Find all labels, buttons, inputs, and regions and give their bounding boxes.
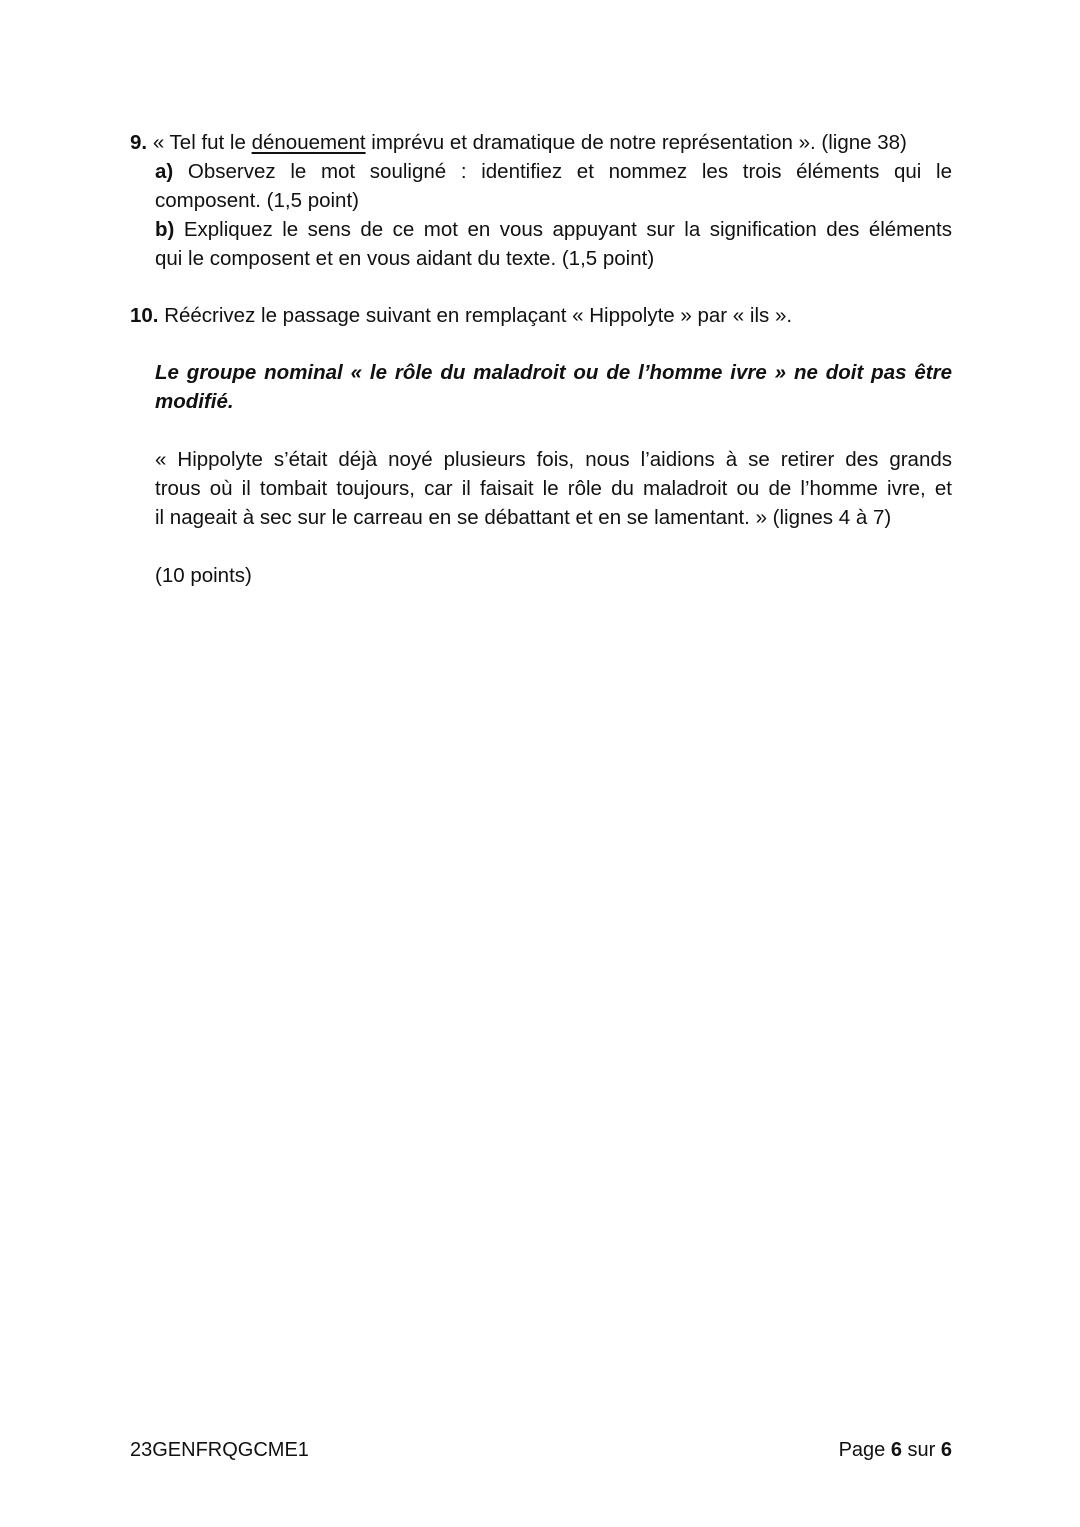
instruction-text: Le groupe nominal « le rôle du maladroit ou de l’homme ivre » ne doit pas être (155, 361, 952, 384)
points-value (155, 561, 952, 590)
question-text: qui le composent et en vous aidant du texte. (1,5 point) (155, 247, 655, 270)
question-9b (155, 215, 952, 244)
underlined-word: dénouement (251, 131, 366, 154)
passage-line: « Hippolyte s’était déjà noyé plusieurs fois, nous l’aidions à se retirer des grands (155, 448, 952, 471)
current-page: 6 (890, 1439, 902, 1461)
question-10 (130, 301, 952, 330)
rewrite-instruction (155, 358, 952, 416)
question-text: Observez le mot souligné : identifiez et nommez les trois éléments qui le (173, 160, 952, 183)
quoted-passage (155, 445, 952, 532)
passage-line: il nageait à sec sur le carreau en se débattant et en se lamentant. » (lignes 4 à 7) (155, 506, 892, 529)
question-number: 9. (130, 131, 148, 154)
sub-label: a) (155, 160, 174, 183)
question-text: Expliquez le sens de ce mot en vous appuyant sur la signification des éléments (174, 218, 952, 241)
sub-label: b) (155, 218, 175, 241)
points-text: (10 points) (155, 564, 252, 587)
total-pages: 6 (940, 1439, 952, 1461)
question-9-intro (130, 128, 952, 157)
page-label: Page (838, 1439, 891, 1461)
question-text: Réécrivez le passage suivant en remplaçant « Hippolyte » par « ils ». (158, 304, 793, 327)
question-text: composent. (1,5 point) (155, 189, 359, 212)
passage-line: trous où il tombait toujours, car il faisait le rôle du maladroit ou de l’homme ivre, et (155, 477, 952, 500)
instruction-text: modifié. (155, 390, 234, 413)
page-number (839, 1439, 952, 1462)
document-code: 23GENFRQGCME1 (130, 1439, 309, 1461)
question-9a (155, 157, 952, 186)
intro-text: « Tel fut le (152, 131, 252, 154)
intro-text: imprévu et dramatique de notre représentation ». (ligne 38) (365, 131, 907, 154)
page-footer (130, 1439, 952, 1462)
question-9 (130, 128, 952, 273)
question-number: 10. (130, 304, 159, 327)
page-label: sur (901, 1439, 941, 1461)
